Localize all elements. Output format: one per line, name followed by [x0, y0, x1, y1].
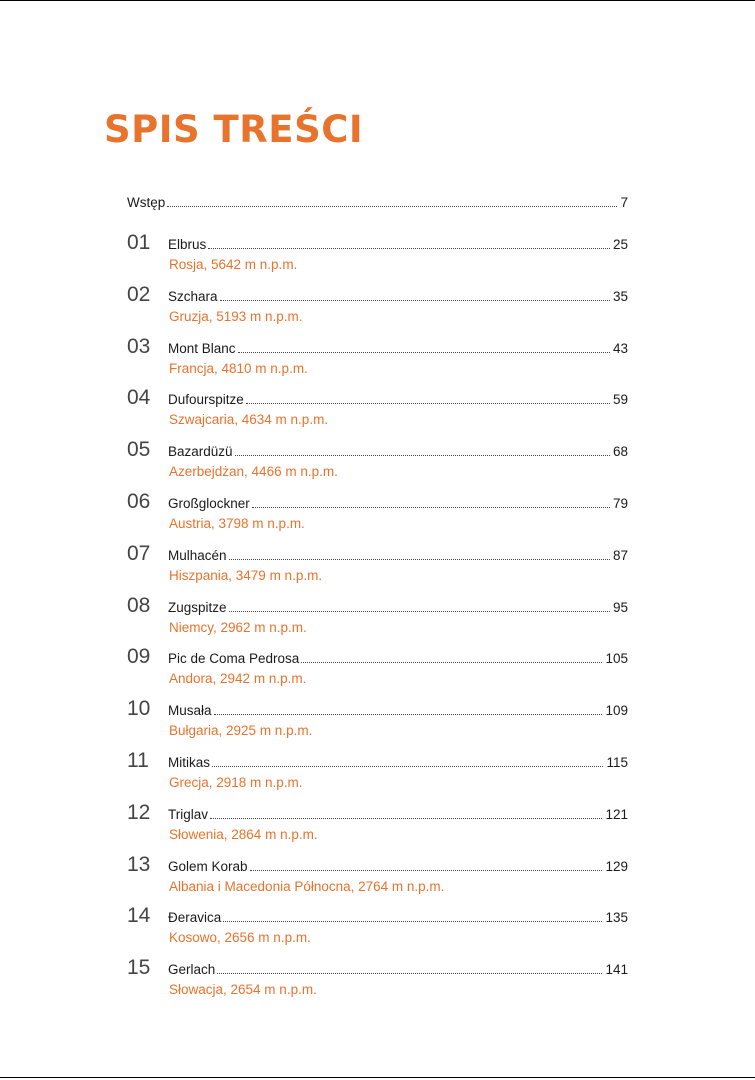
toc-entry[interactable] — [127, 699, 628, 751]
toc-entry-subtitle: Albania i Macedonia Północna, 2764 m n.p.m. — [169, 878, 445, 894]
dot-leader — [214, 714, 603, 715]
toc-entry-page: 79 — [612, 495, 628, 511]
toc-intro-page: 7 — [620, 195, 628, 210]
toc-entry-number: 07 — [127, 541, 151, 565]
dot-leader — [229, 611, 610, 612]
toc-entry[interactable] — [127, 748, 628, 803]
toc-entry-number: 14 — [127, 904, 151, 928]
toc-entry-page: 87 — [612, 547, 628, 563]
toc-entry-subtitle: Niemcy, 2962 m n.p.m. — [169, 619, 307, 635]
toc-entry[interactable] — [127, 647, 628, 699]
toc-entry-page: 95 — [612, 599, 628, 615]
dot-leader — [223, 921, 602, 922]
dot-leader — [301, 662, 602, 663]
toc-entry-subtitle: Kosowo, 2656 m n.p.m. — [169, 930, 311, 946]
toc-entry-line — [168, 598, 628, 618]
toc-entry-page: 105 — [605, 651, 628, 667]
toc-entry[interactable] — [127, 541, 628, 596]
toc-entry-number: 10 — [127, 697, 151, 721]
dot-leader — [220, 300, 610, 301]
dot-leader — [217, 973, 602, 974]
toc-entry-name: Elbrus — [168, 237, 207, 252]
toc-entry-subtitle: Austria, 3798 m n.p.m. — [169, 515, 305, 531]
toc-entry-name: Dufourspitze — [168, 392, 244, 408]
toc-entry-subtitle: Słowenia, 2864 m n.p.m. — [169, 826, 318, 842]
toc-entry-name: Musała — [168, 703, 212, 719]
toc-entry-line — [168, 649, 628, 669]
toc-entry-page: 115 — [606, 754, 628, 770]
toc-entry-subtitle: Szwajcaria, 4634 m n.p.m. — [169, 412, 329, 428]
toc-entry-number: 03 — [127, 334, 151, 358]
toc-entry-line — [168, 390, 628, 410]
toc-entry-subtitle: Słowacja, 2654 m n.p.m. — [169, 982, 317, 998]
bottom-border — [0, 1077, 755, 1078]
toc-entry-subtitle: Bułgaria, 2925 m n.p.m. — [169, 723, 313, 739]
dot-leader — [238, 352, 610, 353]
toc-entry-name: Triglav — [168, 806, 209, 822]
toc-entry-name: Mitikas — [168, 754, 211, 770]
toc-entry-line — [168, 442, 628, 462]
toc-entry-line — [168, 235, 628, 255]
toc-entry-number: 04 — [127, 386, 151, 410]
toc-entry-name: Großglockner — [168, 495, 250, 511]
toc-entry-line — [168, 701, 628, 721]
toc-entry-number: 08 — [127, 593, 151, 617]
toc-entry-page: 109 — [605, 703, 628, 719]
toc-entry-page: 135 — [605, 910, 628, 926]
toc-entry-line — [168, 857, 628, 877]
toc-entry-name: Gerlach — [168, 962, 216, 978]
toc-entry-line — [168, 805, 628, 825]
toc-entry-name: Zugspitze — [168, 599, 227, 615]
toc-entries — [127, 233, 628, 1010]
toc-entry-name: Mont Blanc — [168, 340, 236, 356]
toc-entry-number: 06 — [127, 489, 151, 513]
toc-entry-page: 25 — [612, 237, 628, 252]
dot-leader — [167, 206, 617, 207]
dot-leader — [210, 818, 602, 819]
toc-entry-subtitle: Hiszpania, 3479 m n.p.m. — [169, 567, 323, 583]
toc-entry[interactable] — [127, 489, 628, 544]
toc-entry-line — [168, 908, 628, 928]
dot-leader — [208, 248, 610, 249]
toc-entry-subtitle: Andora, 2942 m n.p.m. — [169, 671, 307, 687]
toc-entry-subtitle: Gruzja, 5193 m n.p.m. — [169, 308, 303, 324]
toc-entry-name: Golem Korab — [168, 858, 248, 874]
toc-entry-name: Pic de Coma Pedrosa — [168, 651, 300, 667]
toc-entry-number: 12 — [127, 800, 151, 824]
toc-entry-line — [168, 546, 628, 566]
toc-entry[interactable] — [127, 334, 628, 389]
toc-entry[interactable] — [127, 440, 628, 492]
toc-entry[interactable] — [127, 852, 628, 907]
toc-entry-number: 05 — [127, 438, 151, 462]
dot-leader — [246, 403, 610, 404]
toc-entry[interactable] — [127, 233, 628, 285]
toc-entry-line — [168, 287, 628, 307]
top-border — [0, 0, 755, 1]
toc-entry-page: 121 — [605, 806, 628, 822]
dot-leader — [250, 870, 603, 871]
dot-leader — [212, 766, 603, 767]
toc-entry-name: Mulhacén — [168, 547, 227, 563]
toc-entry-page: 43 — [612, 340, 628, 356]
dot-leader — [229, 559, 610, 560]
toc-entry[interactable] — [127, 800, 628, 855]
page-title: SPIS TREŚCI — [104, 108, 364, 151]
toc-entry-number: 09 — [127, 645, 151, 669]
toc-entry[interactable] — [127, 388, 628, 440]
toc-entry[interactable] — [127, 282, 628, 337]
toc-entry-subtitle: Grecja, 2918 m n.p.m. — [169, 774, 303, 790]
toc-entry-line — [168, 494, 628, 514]
toc-intro-label: Wstęp — [127, 195, 166, 210]
toc-entry-line — [168, 753, 628, 773]
dot-leader — [252, 507, 610, 508]
toc-entry-number: 13 — [127, 852, 151, 876]
toc-entry-name: Bazardüzü — [168, 444, 233, 460]
toc-entry[interactable] — [127, 906, 628, 958]
toc-intro-row[interactable] — [127, 193, 628, 213]
toc-entry-page: 59 — [612, 392, 628, 408]
toc-entry-name: Szchara — [168, 288, 218, 304]
toc-entry-page: 68 — [612, 444, 628, 460]
toc-entry-number: 02 — [127, 282, 151, 306]
toc-entry[interactable] — [127, 593, 628, 648]
toc-entry-page: 129 — [605, 858, 628, 874]
toc-entry-number: 11 — [127, 748, 149, 772]
toc-entry-line — [168, 960, 628, 980]
toc-entry-number: 01 — [127, 231, 151, 254]
toc-entry-page: 35 — [612, 288, 628, 304]
toc-entry[interactable] — [127, 958, 628, 1010]
toc-entry-page: 141 — [605, 962, 628, 978]
toc-entry-line — [168, 339, 628, 359]
toc-entry-name: Đeravica — [168, 910, 222, 926]
toc-entry-subtitle: Rosja, 5642 m n.p.m. — [169, 257, 298, 272]
dot-leader — [235, 455, 610, 456]
toc-entry-number: 15 — [127, 956, 151, 980]
toc-entry-subtitle: Azerbejdżan, 4466 m n.p.m. — [169, 464, 338, 480]
toc-entry-subtitle: Francja, 4810 m n.p.m. — [169, 360, 308, 376]
